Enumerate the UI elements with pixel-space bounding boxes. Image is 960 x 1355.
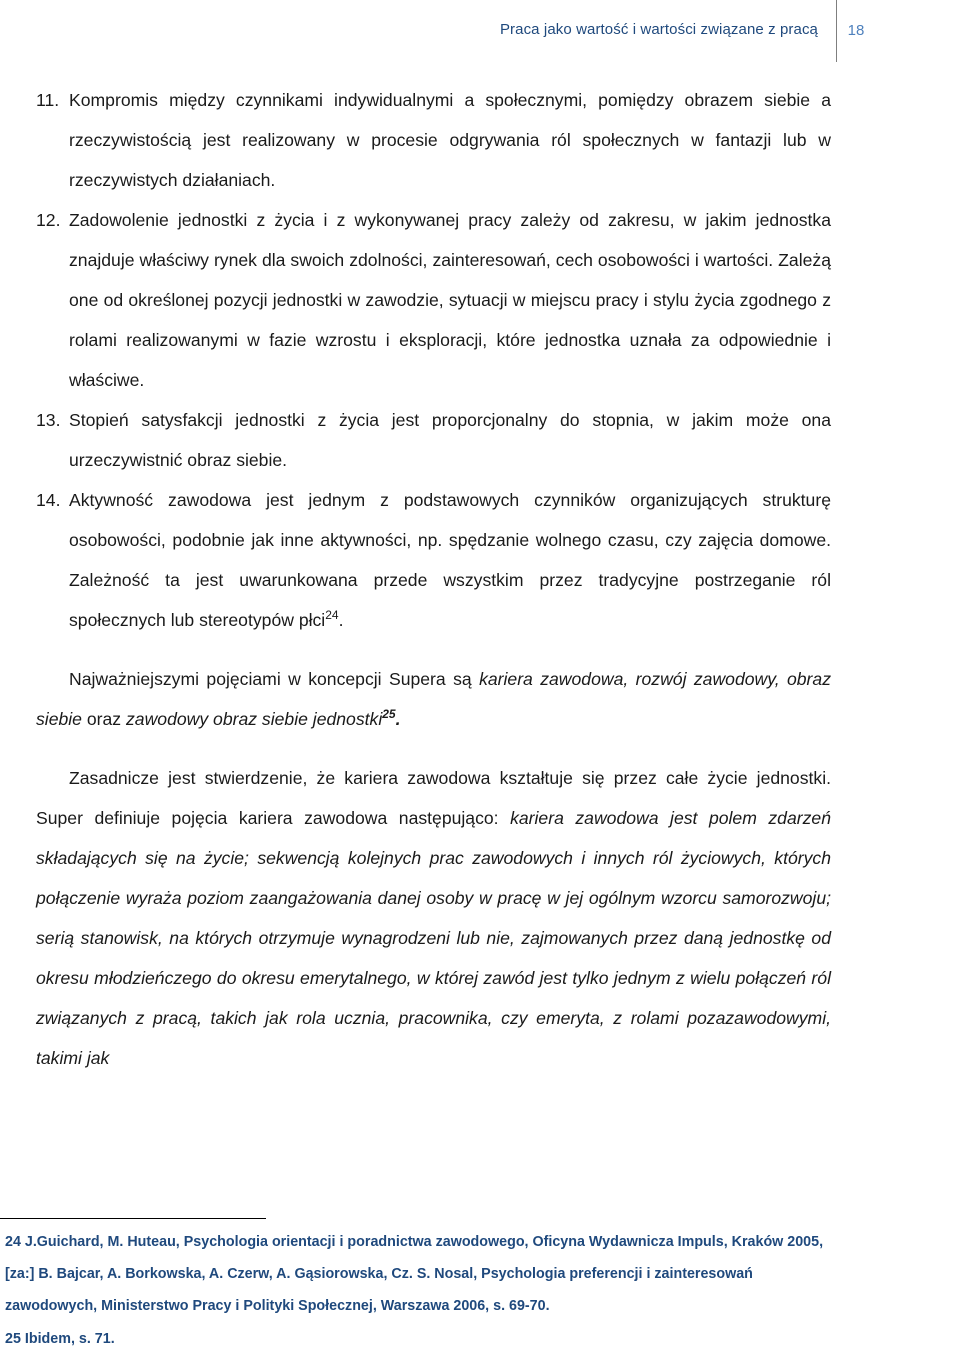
list-item-number: 13. bbox=[36, 410, 61, 430]
footnote-24: 24 J.Guichard, M. Huteau, Psychologia orientacji i poradnictwa zawodowego, Oficyna Wydawnicza Impuls, Kraków 2005, [za:] B. Bajcar, A. Borkowska, A. Czerw, A. Gąsiorowska, Cz. S. Nosal, Psychologia preferencji i zainteresowań zawodowych, Ministerstwo Pracy i Polityki Społecznej, Warszawa 2006, s. 69-70. bbox=[5, 1234, 824, 1314]
text-run: . bbox=[395, 709, 401, 729]
italic-run: kariera zawodowa jest polem zdarzeń składających się na życie; sekwencją kolejnych prac zawodowych i innych ról życiowych, których połączenie wyraża poziom zaangażowania danej osoby w pracę w jej ogólnym wzorcu samorozwoju; serią stanowisk, na których otrzymuje wynagrodzeni lub nie, zajmowanych przez daną jednostkę od okresu młodzieńczego do okresu emerytalnego, w której zawód jest tylko jednym z wielu połączeń ról związanych z pracą, takich jak rola ucznia, pracownika, czy emeryta, z rolami pozazawodowymi, takimi jak bbox=[36, 808, 831, 1068]
list-item-text: Aktywność zawodowa jest jednym z podstawowych czynników organizujących strukturę osobowości, podobnie jak inne aktywności, np. spędzanie wolnego czasu, czy zajęcia domowe. Zależność ta jest uwarunkowana przede wszystkim przez tradycyjne postrzeganie ról społecznych lub stereotypów płci bbox=[69, 490, 831, 630]
paragraph-key-concepts bbox=[36, 659, 831, 739]
list-item-number: 12. bbox=[36, 210, 61, 230]
footnote-ref-25[interactable]: 25 bbox=[382, 707, 396, 722]
list-item bbox=[36, 200, 831, 400]
footnote-25: 25 Ibidem, s. 71. bbox=[5, 1331, 115, 1347]
list-item-end: . bbox=[338, 610, 344, 630]
numbered-list bbox=[36, 80, 831, 640]
list-item-text: Kompromis między czynnikami indywidualnymi a społecznymi, pomiędzy obrazem siebie a rzeczywistością jest realizowany w procesie odgrywania ról społecznych w fantazji lub w rzeczywistych działaniach. bbox=[69, 90, 831, 190]
text-run: Zasadnicze jest stwierdzenie, że kariera zawodowa kształtuje się przez całe życie jednostki. Super definiuje pojęcia kariera zawodowa następująco: bbox=[36, 768, 831, 828]
footnotes bbox=[5, 1226, 831, 1355]
footnote-ref-24[interactable]: 24 bbox=[325, 608, 339, 623]
paragraph-career-definition bbox=[36, 758, 831, 1078]
list-item-number: 14. bbox=[36, 490, 61, 510]
document-body bbox=[36, 80, 831, 1078]
running-header-title: Praca jako wartość i wartości związane z pracą bbox=[499, 21, 818, 38]
list-item bbox=[36, 480, 831, 640]
italic-run: zawodowy obraz siebie jednostki bbox=[126, 709, 383, 729]
text-run: oraz bbox=[81, 709, 126, 729]
page-number: 18 bbox=[847, 22, 865, 39]
list-item bbox=[36, 400, 831, 480]
list-item bbox=[36, 80, 831, 200]
italic-run: kariera zawodowa, rozwój zawodowy, obraz siebie bbox=[36, 669, 831, 729]
text-run: Najważniejszymi pojęciami w koncepcji Supera są bbox=[69, 669, 480, 689]
page-header bbox=[0, 0, 960, 62]
footnote-separator bbox=[0, 1218, 266, 1219]
list-item-number: 11. bbox=[36, 90, 60, 110]
list-item-text: Zadowolenie jednostki z życia i z wykonywanej pracy zależy od zakresu, w jakim jednostka znajduje właściwy rynek dla swoich zdolności, zainteresowań, cech osobowości i wartości. Zależą one od określonej pozycji jednostki w zawodzie, sytuacji w miejscu pracy i stylu życia zgodnego z rolami realizowanymi w fazie wzrostu i eksploracji, które jednostka uznała za odpowiednie i właściwe. bbox=[69, 210, 831, 390]
list-item-text: Stopień satysfakcji jednostki z życia jest proporcjonalny do stopnia, w jakim może ona urzeczywistnić obraz siebie. bbox=[69, 410, 831, 470]
